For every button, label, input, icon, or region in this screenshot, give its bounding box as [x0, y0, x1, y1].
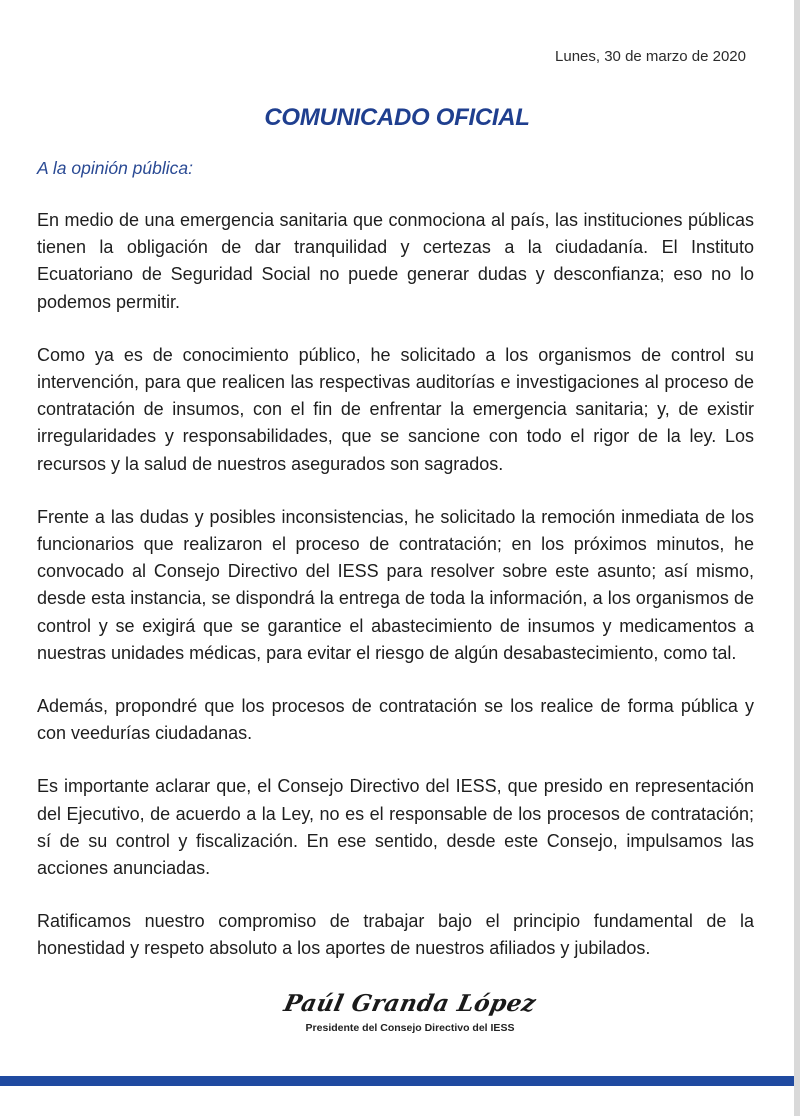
document-date: Lunes, 30 de marzo de 2020	[555, 48, 746, 65]
body-paragraph: Ratificamos nuestro compromiso de trabajar bajo el principio fundamental de la honestidad y respeto absoluto a los aportes de nuestros afiliados y jubilados.	[37, 911, 754, 959]
footer-accent-bar	[0, 1076, 794, 1086]
salutation: A la opinión pública:	[37, 158, 193, 178]
body-paragraph: En medio de una emergencia sanitaria que conmociona al país, las instituciones públicas tienen la obligación de dar tranquilidad y certezas a la ciudadanía. El Instituto Ecuatoriano de Seguridad Social no puede generar dudas y desconfianza; eso no lo podemos permitir.	[37, 210, 754, 312]
document-title: COMUNICADO OFICIAL	[264, 104, 530, 131]
document-body	[37, 207, 754, 989]
signature-role: Presidente del Consejo Directivo del IESS	[305, 1022, 515, 1034]
signature: Paúl Granda López	[281, 990, 539, 1017]
signature-block	[280, 990, 540, 1034]
body-paragraph: Como ya es de conocimiento público, he solicitado a los organismos de control su intervención, para que realicen las respectivas auditorías e investigaciones al proceso de contratación de insumos, con el fin de enfrentar la emergencia sanitaria; y, de existir irregularidades y responsabilidades, que se sancione con todo el rigor de la ley. Los recursos y la salud de nuestros asegurados son sagrados.	[37, 344, 754, 474]
body-paragraph: Es importante aclarar que, el Consejo Directivo del IESS, que presido en representación del Ejecutivo, de acuerdo a la Ley, no es el responsable de los procesos de contratación; sí de su control y fiscalización. En ese sentido, desde este Consejo, impulsamos las acciones anunciadas.	[37, 776, 754, 879]
body-paragraph: Además, propondré que los procesos de contratación se los realice de forma pública y con veedurías ciudadanas.	[37, 696, 754, 744]
body-paragraph: Frente a las dudas y posibles inconsistencias, he solicitado la remoción inmediata de los funcionarios que realizaron el proceso de contratación; en los próximos minutos, he convocado al Consejo Directivo del IESS para resolver sobre este asunto; así mismo, desde esta instancia, se dispondrá la entrega de toda la información, a los organismos de control y se exigirá que se garantice el abastecimiento de insumos y medicamentos a nuestras unidades médicas, para evitar el riesgo de algún desabastecimiento, como tal.	[37, 506, 754, 663]
